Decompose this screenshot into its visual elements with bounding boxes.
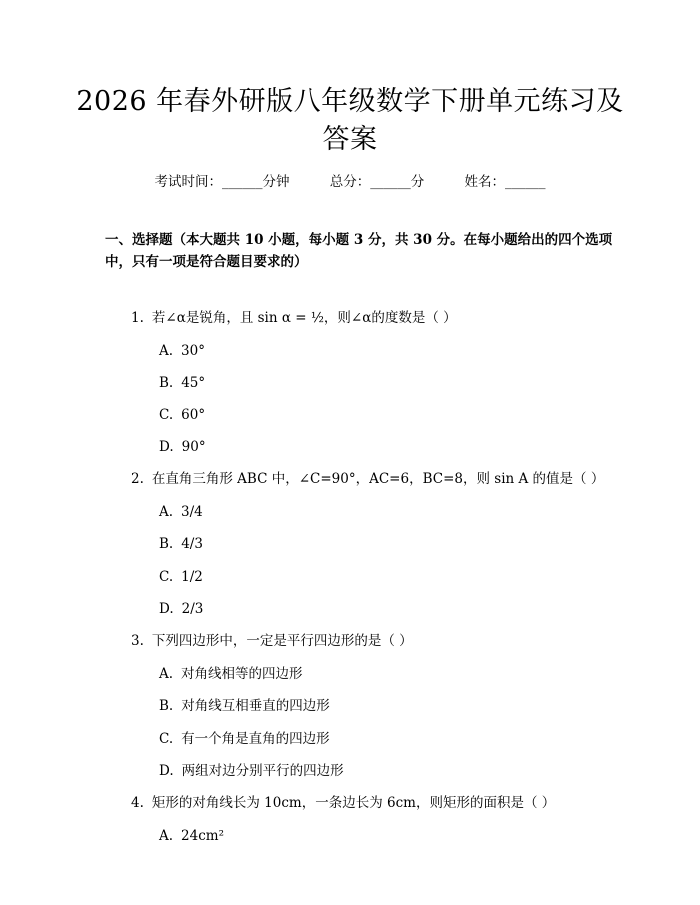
option-3b — [159, 697, 330, 715]
section-heading: 一、选择题（本大题共 10 小题，每小题 3 分，共 30 分。在每小题给出的四个选项中，只有一项是符合题目要求的） — [105, 232, 613, 270]
option-2a — [159, 503, 203, 521]
option-label: D. — [159, 763, 174, 779]
title-line-1: 2026 年春外研版八年级数学下册单元练习及 — [76, 86, 624, 117]
option-text: 90° — [181, 439, 206, 455]
question-number: 2. — [131, 471, 144, 487]
option-label: D. — [159, 439, 174, 455]
option-label: B. — [159, 698, 174, 714]
option-text: 3/4 — [181, 504, 203, 520]
option-1d — [159, 438, 206, 456]
option-2b — [159, 535, 203, 553]
exam-meta — [0, 170, 700, 190]
option-text: 24cm² — [181, 828, 224, 844]
option-label: B. — [159, 375, 174, 391]
question-number: 1. — [131, 310, 144, 326]
option-text: 45° — [181, 375, 206, 391]
option-1b — [159, 374, 205, 392]
question-number: 3. — [131, 633, 144, 649]
option-4a — [159, 827, 224, 845]
exam-time: 考试时间：______分钟 — [154, 174, 290, 190]
option-label: D. — [159, 601, 174, 617]
option-2d — [159, 600, 203, 618]
question-text: 下列四边形中，一定是平行四边形的是（ ） — [151, 633, 413, 649]
option-label: C. — [159, 731, 174, 747]
exam-score: 总分：______分 — [329, 174, 425, 190]
option-3c — [159, 730, 330, 748]
question-text: 矩形的对角线长为 10cm，一条边长为 6cm，则矩形的面积是（ ） — [151, 795, 556, 811]
option-label: C. — [159, 569, 174, 585]
option-3a — [159, 665, 303, 683]
option-2c — [159, 568, 203, 586]
question-text: 若∠α是锐角，且 sin α = ½，则∠α的度数是（ ） — [151, 310, 457, 326]
question-text: 在直角三角形 ABC 中，∠C=90°，AC=6，BC=8，则 sin A 的值是（ ） — [151, 471, 605, 487]
option-3d — [159, 762, 344, 780]
question-4 — [131, 794, 555, 812]
option-text: 对角线相等的四边形 — [181, 666, 303, 682]
option-label: A. — [159, 828, 174, 844]
question-2 — [131, 470, 604, 488]
option-label: A. — [159, 504, 174, 520]
option-text: 1/2 — [181, 569, 203, 585]
option-label: A. — [159, 666, 174, 682]
option-1a — [159, 342, 205, 360]
option-text: 对角线互相垂直的四边形 — [181, 698, 330, 714]
option-1c — [159, 406, 205, 424]
option-text: 4/3 — [181, 536, 203, 552]
title-line-2: 答案 — [322, 124, 378, 155]
document-title — [60, 83, 640, 159]
option-label: A. — [159, 343, 174, 359]
student-name: 姓名：______ — [464, 174, 546, 190]
option-text: 2/3 — [181, 601, 204, 617]
question-number: 4. — [131, 795, 144, 811]
option-label: B. — [159, 536, 174, 552]
option-label: C. — [159, 407, 174, 423]
question-1 — [131, 309, 457, 327]
option-text: 30° — [181, 343, 205, 359]
option-text: 60° — [181, 407, 206, 423]
option-text: 两组对边分别平行的四边形 — [181, 763, 344, 779]
option-text: 有一个角是直角的四边形 — [181, 731, 330, 747]
question-3 — [131, 632, 413, 650]
